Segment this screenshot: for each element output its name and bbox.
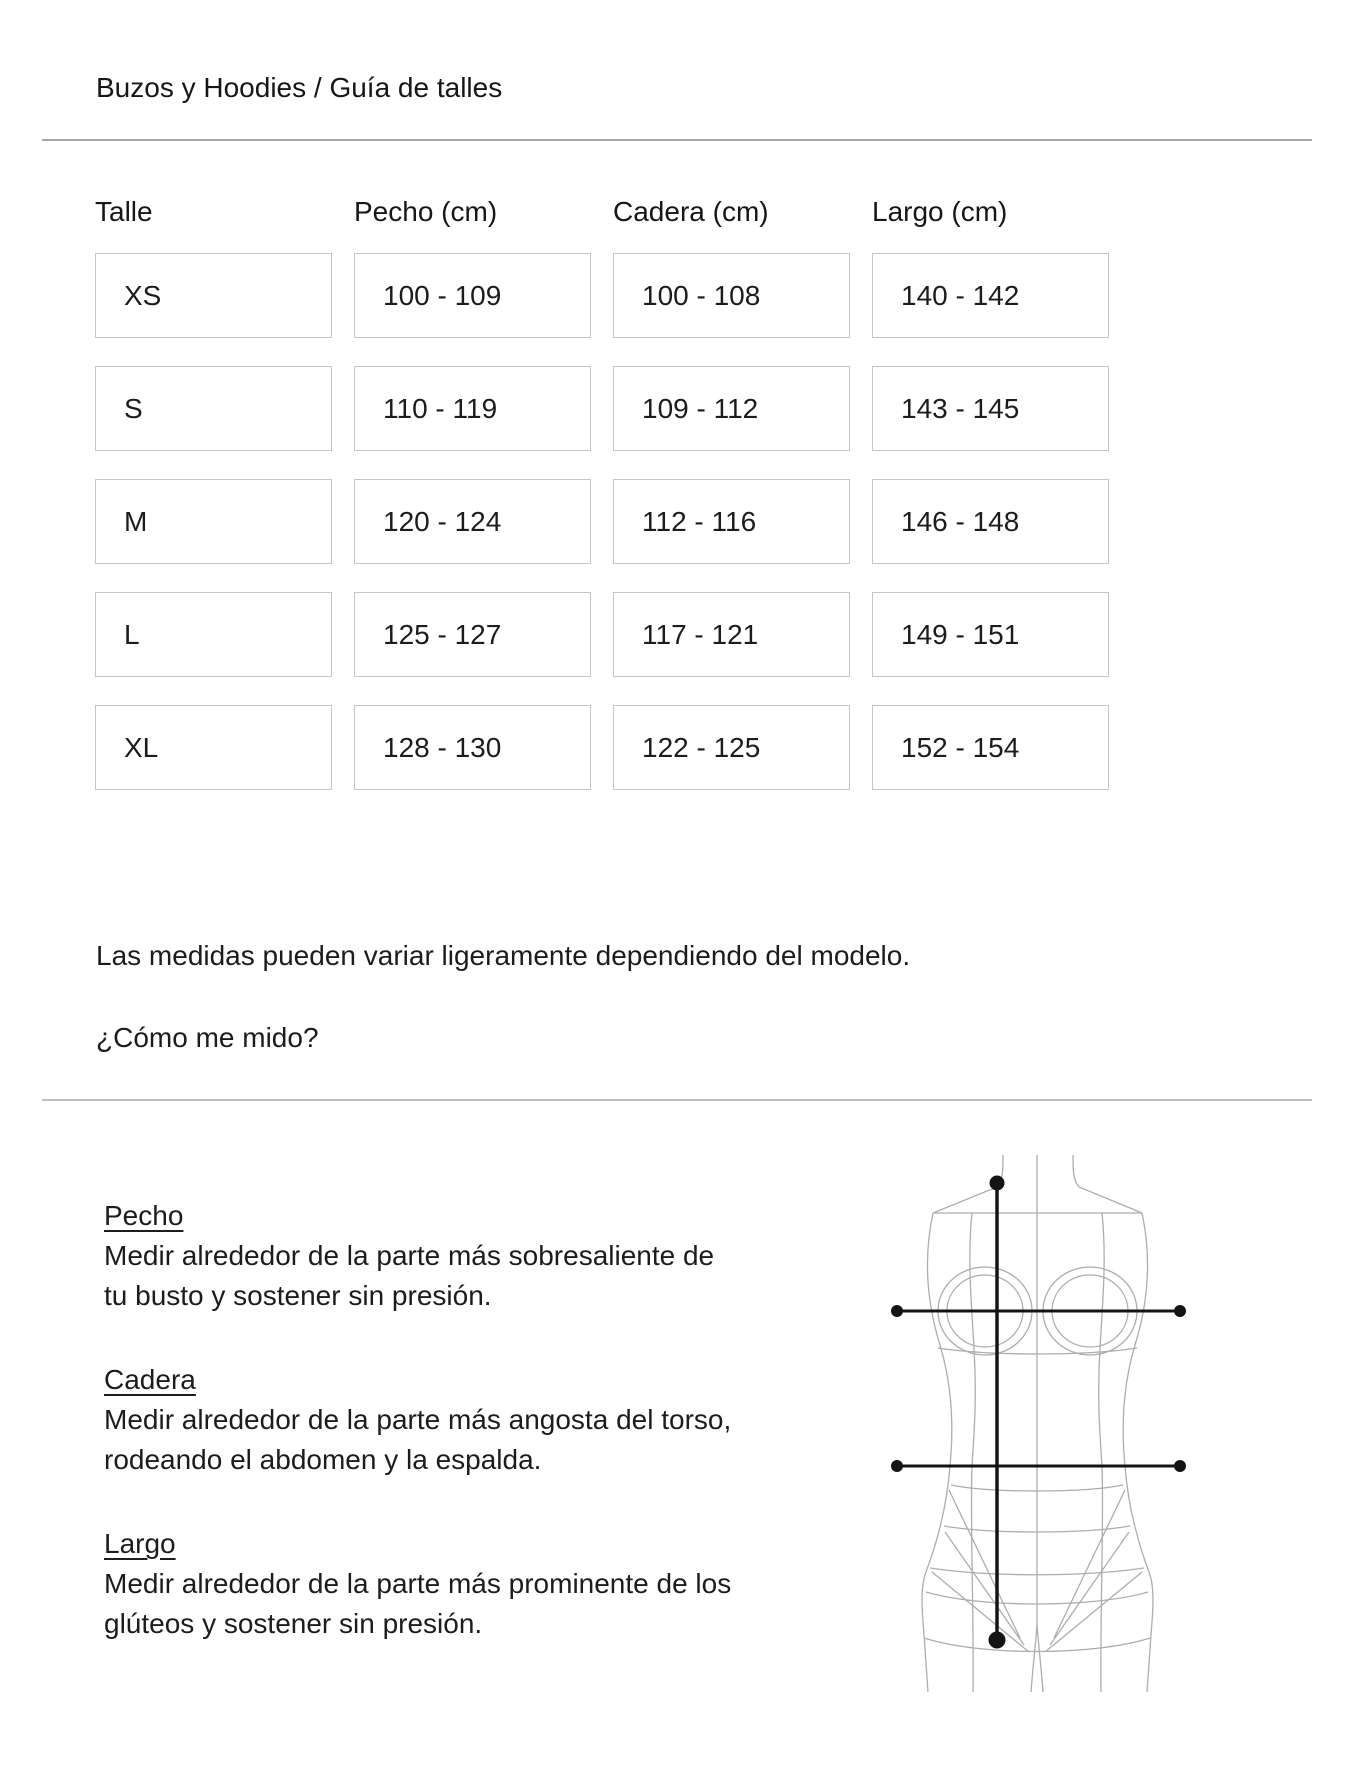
column-header-talle: Talle (95, 196, 153, 227)
cell-xs-largo: 140 - 142 (872, 253, 1109, 338)
page-title: Buzos y Hoodies / Guía de talles (96, 72, 503, 103)
cell-m-talle: M (95, 479, 332, 564)
largo-bottom-dot (989, 1632, 1005, 1648)
cell-xs-talle: XS (95, 253, 332, 338)
cell-xs-pecho: 100 - 109 (354, 253, 591, 338)
cell-l-pecho: 125 - 127 (354, 592, 591, 677)
cell-s-cadera: 109 - 112 (613, 366, 850, 451)
column-header-pecho: Pecho (cm) (354, 196, 498, 227)
how-to-measure-heading: ¿Cómo me mido? (96, 1022, 319, 1053)
section-cadera-heading: Cadera (104, 1364, 196, 1395)
section-pecho (104, 1196, 736, 1316)
section-cadera-text: Medir alrededor de la parte más angosta del torso, rodeando el abdomen y la espalda. (104, 1404, 732, 1475)
cell-xl-pecho: 128 - 130 (354, 705, 591, 790)
section-cadera (104, 1360, 736, 1480)
cell-s-talle: S (95, 366, 332, 451)
column-header-largo: Largo (cm) (872, 196, 1008, 227)
section-largo (104, 1524, 736, 1644)
inner-leg-left (1031, 1625, 1037, 1692)
size-table-header (95, 196, 1109, 228)
section-pecho-text: Medir alrededor de la parte más sobresaliente de tu busto y sostener sin presión. (104, 1240, 715, 1311)
cell-xl-largo: 152 - 154 (872, 705, 1109, 790)
cell-l-cadera: 117 - 121 (613, 592, 850, 677)
princess-seam-left (970, 1213, 975, 1692)
cell-l-largo: 149 - 151 (872, 592, 1109, 677)
cell-xl-cadera: 122 - 125 (613, 705, 850, 790)
largo-top-dot (990, 1176, 1004, 1190)
hip-dart-left-3 (932, 1572, 1029, 1652)
cell-s-pecho: 110 - 119 (354, 366, 591, 451)
top-divider (42, 139, 1312, 141)
cell-m-cadera: 112 - 116 (613, 479, 850, 564)
column-header-cadera: Cadera (cm) (613, 196, 769, 227)
hip-dart-right-2 (1050, 1532, 1129, 1645)
hip-dart-left-2 (945, 1532, 1024, 1645)
body-measurement-diagram (850, 1140, 1210, 1700)
neck-right-line (1073, 1155, 1142, 1213)
measure-instructions (104, 1196, 736, 1688)
cadera-left-dot (892, 1461, 903, 1472)
mannequin-outline (922, 1155, 1153, 1692)
cell-xs-cadera: 100 - 108 (613, 253, 850, 338)
princess-seam-right (1099, 1213, 1104, 1692)
hip-dart-right-3 (1045, 1572, 1142, 1652)
cell-xl-talle: XL (95, 705, 332, 790)
inner-leg-right (1037, 1625, 1043, 1692)
pecho-left-dot (892, 1306, 903, 1317)
section-pecho-heading: Pecho (104, 1200, 184, 1231)
disclaimer-text: Las medidas pueden variar ligeramente dependiendo del modelo. (96, 940, 911, 971)
cell-l-talle: L (95, 592, 332, 677)
pecho-right-dot (1175, 1306, 1186, 1317)
cell-m-pecho: 120 - 124 (354, 479, 591, 564)
cadera-right-dot (1175, 1461, 1186, 1472)
section-largo-text: Medir alrededor de la parte más prominente de los glúteos y sostener sin presión. (104, 1568, 732, 1639)
section-largo-heading: Largo (104, 1528, 176, 1559)
section-divider (42, 1099, 1312, 1101)
hip-curve-2 (924, 1638, 1150, 1652)
cell-m-largo: 146 - 148 (872, 479, 1109, 564)
cell-s-largo: 143 - 145 (872, 366, 1109, 451)
measurement-lines (892, 1176, 1186, 1648)
size-table (95, 253, 1109, 790)
